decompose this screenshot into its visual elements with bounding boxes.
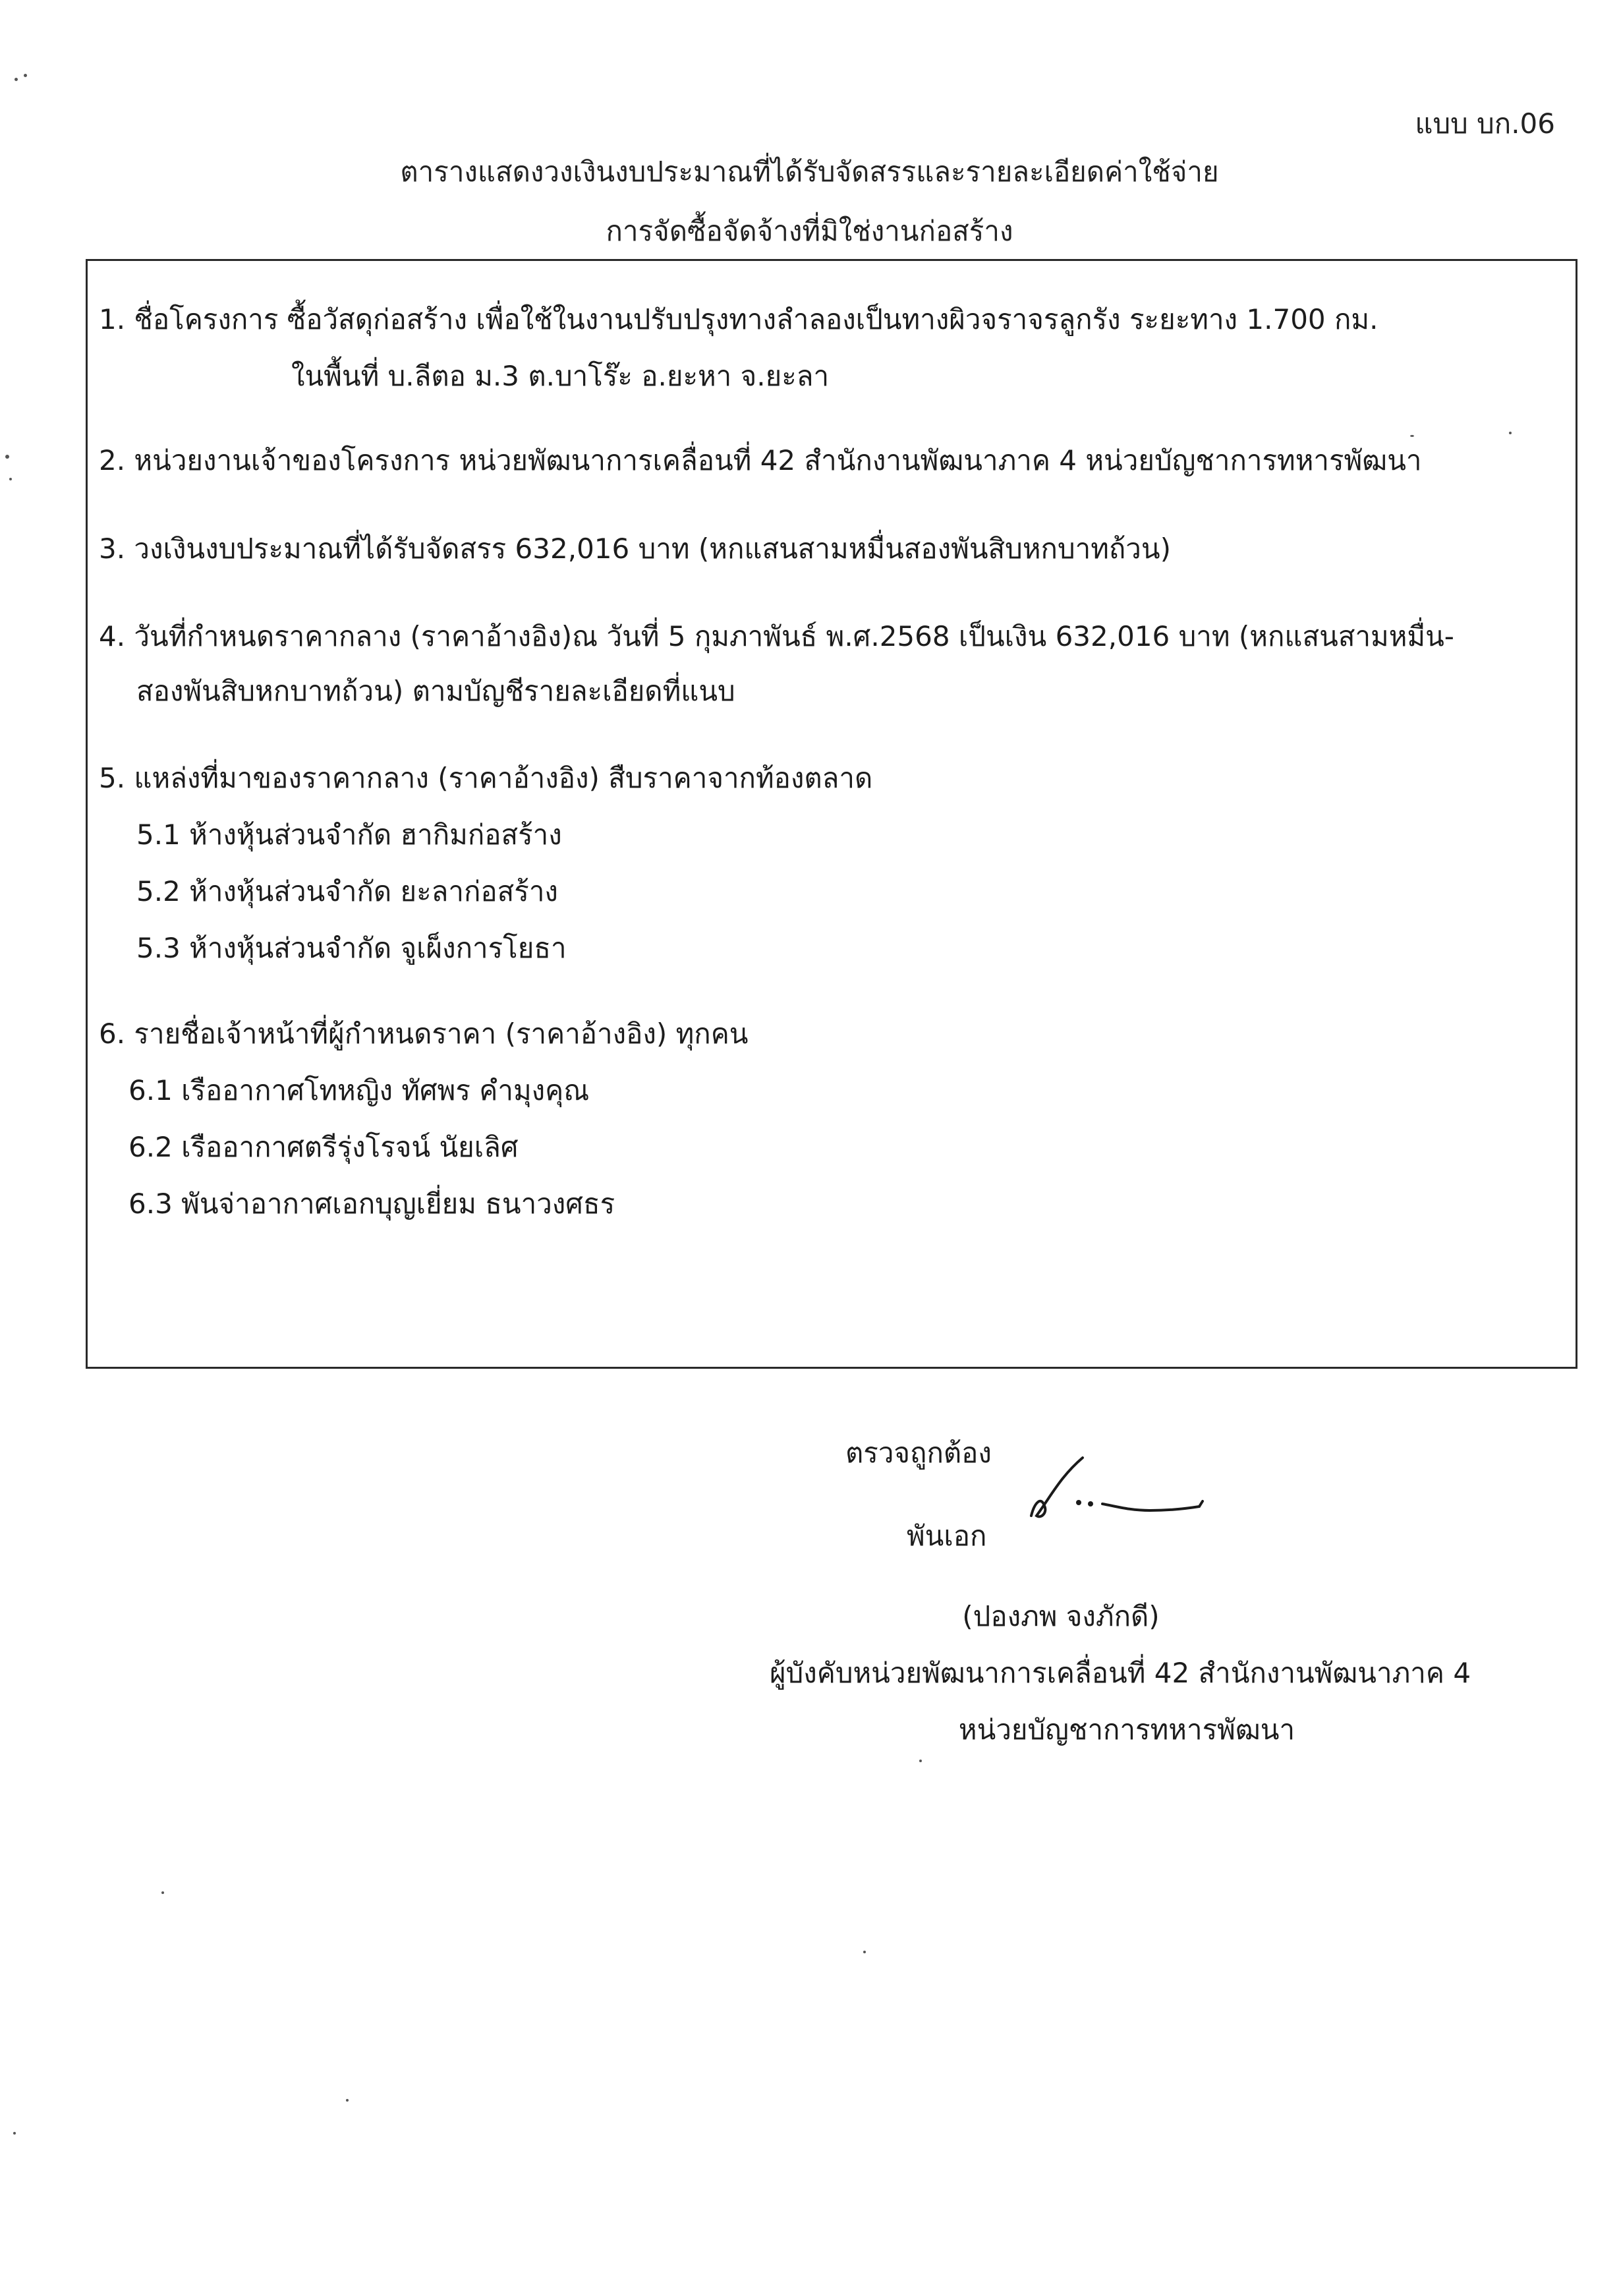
item5-source-1: 5.1 ห้างหุ้นส่วนจำกัด ฮากิมก่อสร้าง [136, 818, 562, 851]
scan-speck [14, 78, 18, 81]
item6-official-1: 6.1 เรืออากาศโทหญิง ทัศพร คำมุงคุณ [128, 1074, 590, 1106]
scan-speck [346, 2099, 349, 2102]
signer-name: (ปองภพ จงภักดี) [962, 1600, 1160, 1632]
scan-speck [24, 74, 27, 77]
item1-project-name: 1. ชื่อโครงการ ซื้อวัสดุก่อสร้าง เพื่อใช้ในงานปรับปรุงทางลำลองเป็นทางผิวจราจรลูกรัง ระยะทาง 1.700 กม. [99, 303, 1378, 335]
item2-owner-unit: 2. หน่วยงานเจ้าของโครงการ หน่วยพัฒนาการเคลื่อนที่ 42 สำนักงานพัฒนาภาค 4 หน่วยบัญชาการทหารพัฒนา [99, 444, 1422, 476]
item5-price-source: 5. แหล่งที่มาของราคากลาง (ราคาอ้างอิง) สืบราคาจากท้องตลาด [99, 762, 873, 794]
scan-speck [1509, 432, 1512, 434]
scan-speck [13, 2132, 16, 2135]
signer-position-line2: หน่วยบัญชาการทหารพัฒนา [958, 1713, 1295, 1746]
item5-source-3: 5.3 ห้างหุ้นส่วนจำกัด จูเผ็งการโยธา [136, 932, 567, 964]
item6-officials: 6. รายชื่อเจ้าหน้าที่ผู้กำหนดราคา (ราคาอ้างอิง) ทุกคน [99, 1018, 749, 1050]
document-title-line2: การจัดซื้อจัดจ้างที่มิใช่งานก่อสร้าง [606, 215, 1013, 247]
signer-rank: พันเอก [907, 1520, 987, 1552]
item1-project-location: ในพื้นที่ บ.ลีตอ ม.3 ต.บาโร๊ะ อ.ยะหา จ.ยะลา [291, 360, 830, 392]
scan-speck [863, 1951, 866, 1953]
item6-official-3: 6.3 พันจ่าอากาศเอกบุญเยี่ยม ธนาวงศธร [128, 1188, 615, 1220]
document-title-line1: ตารางแสดงวงเงินงบประมาณที่ได้รับจัดสรรและรายละเอียดค่าใช้จ่าย [400, 156, 1219, 188]
handwritten-signature [1025, 1450, 1222, 1542]
form-code: แบบ บก.06 [1415, 107, 1555, 140]
scan-speck [1410, 435, 1414, 437]
item3-budget: 3. วงเงินงบประมาณที่ได้รับจัดสรร 632,016 บาท (หกแสนสามหมื่นสองพันสิบหกบาทถ้วน) [99, 532, 1171, 565]
verified-label: ตรวจถูกต้อง [845, 1437, 992, 1469]
scan-speck [919, 1760, 922, 1762]
scan-speck [5, 455, 9, 459]
item4-reference-price-line2: สองพันสิบหกบาทถ้วน) ตามบัญชีรายละเอียดที่แนบ [136, 675, 735, 707]
scan-speck [161, 1891, 164, 1894]
item5-source-2: 5.2 ห้างหุ้นส่วนจำกัด ยะลาก่อสร้าง [136, 875, 558, 907]
scan-speck [9, 478, 12, 480]
signer-position-line1: ผู้บังคับหน่วยพัฒนาการเคลื่อนที่ 42 สำนักงานพัฒนาภาค 4 [769, 1657, 1471, 1689]
item6-official-2: 6.2 เรืออากาศตรีรุ่งโรจน์ นัยเลิศ [128, 1131, 519, 1163]
item4-reference-price-line1: 4. วันที่กำหนดราคากลาง (ราคาอ้างอิง)ณ วันที่ 5 กุมภาพันธ์ พ.ศ.2568 เป็นเงิน 632,016 บาท (หกแสนสามหมื่น- [99, 620, 1454, 652]
